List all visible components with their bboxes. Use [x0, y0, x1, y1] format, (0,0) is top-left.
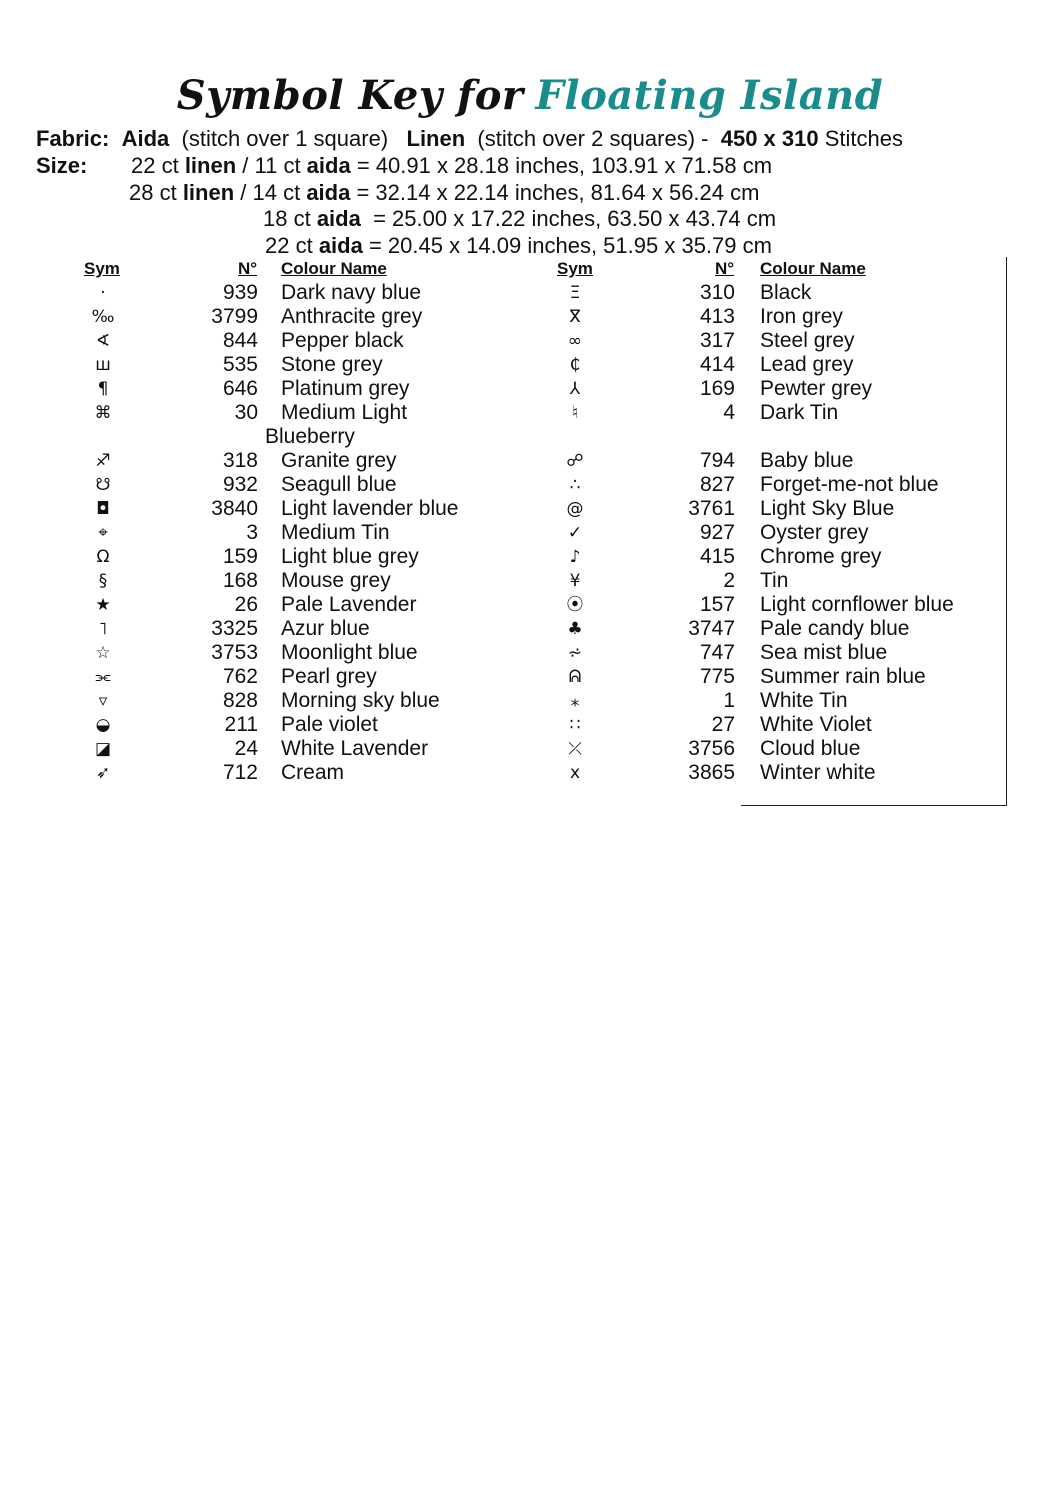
colour-name: Summer rain blue — [760, 665, 926, 688]
colour-name: Light blue grey — [281, 545, 419, 568]
colour-number: 159 — [222, 545, 258, 568]
symbol-glyph: ☆ — [95, 643, 111, 663]
colour-name: Chrome grey — [760, 545, 882, 568]
size-line-bold: aida — [306, 153, 351, 178]
symbol-glyph: ⌘ — [94, 403, 112, 423]
header-sym-left: Sym — [84, 259, 120, 278]
symbol-glyph: ш — [95, 355, 111, 375]
symbol-glyph: ⅹ — [569, 763, 581, 783]
colour-name: Azur blue — [281, 617, 370, 640]
colour-name: Cream — [281, 761, 345, 784]
fabric-linen: Linen — [406, 126, 466, 151]
size-line-text: 28 ct — [129, 180, 183, 205]
symbol-glyph: ☍ — [566, 451, 584, 471]
symbol-glyph: ∞ — [567, 331, 583, 351]
size-line-4 — [265, 233, 772, 259]
symbol-glyph: ¶ — [97, 379, 109, 399]
colour-name: Platinum grey — [281, 377, 410, 400]
colour-number: 712 — [222, 761, 258, 784]
stitch-label: Stitches — [824, 126, 903, 151]
colour-number: 27 — [711, 713, 735, 736]
symbol-glyph: ∢ — [95, 331, 111, 351]
colour-name: Pale candy blue — [760, 617, 910, 640]
fabric-label: Fabric: — [36, 126, 110, 151]
colour-number: 794 — [699, 449, 735, 472]
symbol-glyph: ⴳ — [569, 307, 581, 327]
size-line-text: = 40.91 x 28.18 inches, 103.91 x 71.58 cm — [350, 153, 773, 178]
colour-number: 3865 — [688, 761, 735, 784]
fabric-linen-note: (stitch over 2 squares) - — [477, 126, 709, 151]
header-num-left: N° — [238, 259, 258, 278]
colour-number: 828 — [222, 689, 258, 712]
symbol-glyph: ‰ — [91, 307, 115, 327]
colour-number: 3325 — [211, 617, 258, 640]
colour-number: 932 — [222, 473, 258, 496]
table-border-right — [1006, 257, 1007, 805]
size-line-2 — [129, 180, 759, 206]
pattern-name: Floating Island — [535, 72, 884, 119]
colour-number: 26 — [234, 593, 258, 616]
header-name-left: Colour Name — [281, 259, 387, 278]
colour-number: 157 — [699, 593, 735, 616]
page-title — [0, 72, 1060, 119]
colour-number: 535 — [222, 353, 258, 376]
colour-number: 30 — [234, 401, 258, 424]
fabric-line — [36, 126, 903, 152]
colour-name: White Violet — [760, 713, 872, 736]
colour-name: Seagull blue — [281, 473, 397, 496]
size-line-text: 18 ct — [263, 206, 317, 231]
colour-number: 844 — [222, 329, 258, 352]
colour-number: 318 — [222, 449, 258, 472]
symbol-glyph: ♮ — [571, 403, 579, 423]
symbol-glyph: ˥ — [98, 619, 108, 639]
size-line-bold: linen — [184, 153, 237, 178]
size-line-text: / 14 ct — [234, 180, 307, 205]
colour-name: White Tin — [760, 689, 848, 712]
size-line-text: / 11 ct — [236, 153, 307, 178]
colour-name: Morning sky blue — [281, 689, 440, 712]
fabric-aida: Aida — [121, 126, 170, 151]
colour-number: 415 — [699, 545, 735, 568]
symbol-glyph: ➶ — [95, 763, 111, 783]
colour-name: Mouse grey — [281, 569, 391, 592]
colour-number: 414 — [699, 353, 735, 376]
symbol-glyph: ♐ — [95, 451, 111, 471]
header-sym-right: Sym — [557, 259, 593, 278]
colour-name: Tin — [760, 569, 789, 592]
symbol-glyph: ☋ — [95, 475, 111, 495]
size-line-text: = 25.00 x 17.22 inches, 63.50 x 43.74 cm — [360, 206, 777, 231]
colour-number: 775 — [699, 665, 735, 688]
colour-name: Granite grey — [281, 449, 397, 472]
colour-name: Lead grey — [760, 353, 854, 376]
colour-name: Iron grey — [760, 305, 843, 328]
colour-name: Pearl grey — [281, 665, 377, 688]
colour-name: Light lavender blue — [281, 497, 459, 520]
colour-number: 747 — [699, 641, 735, 664]
colour-number: 3840 — [211, 497, 258, 520]
colour-name: Baby blue — [760, 449, 854, 472]
colour-name: Light cornflower blue — [760, 593, 954, 616]
symbol-glyph: ₵ — [569, 355, 581, 375]
colour-number: 939 — [222, 281, 258, 304]
symbol-glyph: ∴ — [569, 475, 581, 495]
size-line-text: 22 ct — [265, 233, 319, 258]
colour-name: Anthracite grey — [281, 305, 423, 328]
colour-number: 827 — [699, 473, 735, 496]
fabric-aida-note: (stitch over 1 square) — [181, 126, 389, 151]
header-num-right: N° — [715, 259, 735, 278]
colour-number: 1 — [723, 689, 735, 712]
size-line-bold: aida — [318, 233, 363, 258]
colour-name: Dark Tin — [760, 401, 839, 424]
colour-number: 762 — [222, 665, 258, 688]
colour-name: Stone grey — [281, 353, 383, 376]
colour-name: Light Sky Blue — [760, 497, 895, 520]
title-prefix: Symbol Key for — [176, 72, 524, 119]
size-line-bold: aida — [306, 180, 351, 205]
symbol-glyph: ⤫ — [568, 739, 582, 759]
symbol-glyph: ᕱ — [568, 667, 582, 687]
symbol-glyph: Ξ — [569, 283, 581, 303]
colour-name: Pewter grey — [760, 377, 873, 400]
table-border-bottom — [741, 805, 1007, 806]
colour-name: Medium Light — [281, 401, 408, 424]
colour-name: Pale Lavender — [281, 593, 417, 616]
colour-number: 3747 — [688, 617, 735, 640]
symbol-glyph: ♣ — [567, 619, 583, 639]
colour-name: Medium Tin — [281, 521, 390, 544]
symbol-glyph: @ — [566, 499, 584, 519]
colour-name: Black — [760, 281, 812, 304]
symbol-glyph: ◘ — [96, 499, 110, 519]
colour-number: 3 — [246, 521, 258, 544]
colour-number: 3756 — [688, 737, 735, 760]
symbol-glyph: ⫘ — [95, 667, 111, 687]
colour-number: 413 — [699, 305, 735, 328]
colour-number: 3753 — [211, 641, 258, 664]
colour-number: 4 — [723, 401, 735, 424]
colour-name-continued: Blueberry — [265, 425, 355, 448]
colour-number: 317 — [699, 329, 735, 352]
colour-number: 3799 — [211, 305, 258, 328]
colour-number: 2 — [723, 569, 735, 592]
symbol-glyph: ▿ — [98, 691, 108, 711]
colour-name: Steel grey — [760, 329, 855, 352]
size-line-bold: aida — [316, 206, 361, 231]
colour-name: Sea mist blue — [760, 641, 888, 664]
symbol-glyph: ⦿ — [566, 595, 584, 615]
symbol-glyph: ◪ — [94, 739, 112, 759]
size-line-text: = 20.45 x 14.09 inches, 51.95 x 35.79 cm — [362, 233, 772, 258]
colour-name: White Lavender — [281, 737, 429, 760]
colour-number: 211 — [224, 713, 258, 736]
size-line-text: 22 ct — [131, 153, 185, 178]
symbol-glyph: ⁎ — [570, 691, 580, 711]
colour-name: Cloud blue — [760, 737, 861, 760]
symbol-glyph: ★ — [95, 595, 111, 615]
symbol-glyph: ¥ — [569, 571, 581, 591]
colour-number: 3761 — [688, 497, 735, 520]
symbol-glyph: · — [100, 283, 106, 303]
colour-name: Pale violet — [281, 713, 378, 736]
colour-name: Pepper black — [281, 329, 404, 352]
size-line-1 — [131, 153, 772, 179]
colour-number: 927 — [699, 521, 735, 544]
symbol-glyph: ⌖ — [98, 523, 108, 543]
size-label: Size: — [36, 153, 88, 178]
colour-number: 310 — [699, 281, 735, 304]
symbol-glyph: Ω — [96, 547, 110, 567]
symbol-glyph: ◒ — [95, 715, 111, 735]
colour-number: 24 — [234, 737, 258, 760]
size-line-3 — [263, 206, 776, 232]
symbol-glyph: ∷ — [569, 715, 581, 735]
size-line-text: = 32.14 x 22.14 inches, 81.64 x 56.24 cm — [350, 180, 760, 205]
symbol-glyph: ⩫ — [567, 643, 583, 663]
symbol-glyph: § — [98, 571, 108, 591]
colour-name: Dark navy blue — [281, 281, 422, 304]
symbol-glyph: ✓ — [567, 523, 583, 543]
colour-number: 169 — [699, 377, 735, 400]
colour-name: Oyster grey — [760, 521, 869, 544]
colour-number: 646 — [222, 377, 258, 400]
colour-name: Winter white — [760, 761, 876, 784]
symbol-glyph: ♪ — [569, 547, 581, 567]
colour-name: Forget-me-not blue — [760, 473, 939, 496]
colour-name: Moonlight blue — [281, 641, 418, 664]
colour-number: 168 — [222, 569, 258, 592]
stitch-count: 450 x 310 — [720, 126, 819, 151]
header-name-right: Colour Name — [760, 259, 866, 278]
symbol-glyph: ⅄ — [569, 379, 581, 399]
size-line-bold: linen — [182, 180, 235, 205]
